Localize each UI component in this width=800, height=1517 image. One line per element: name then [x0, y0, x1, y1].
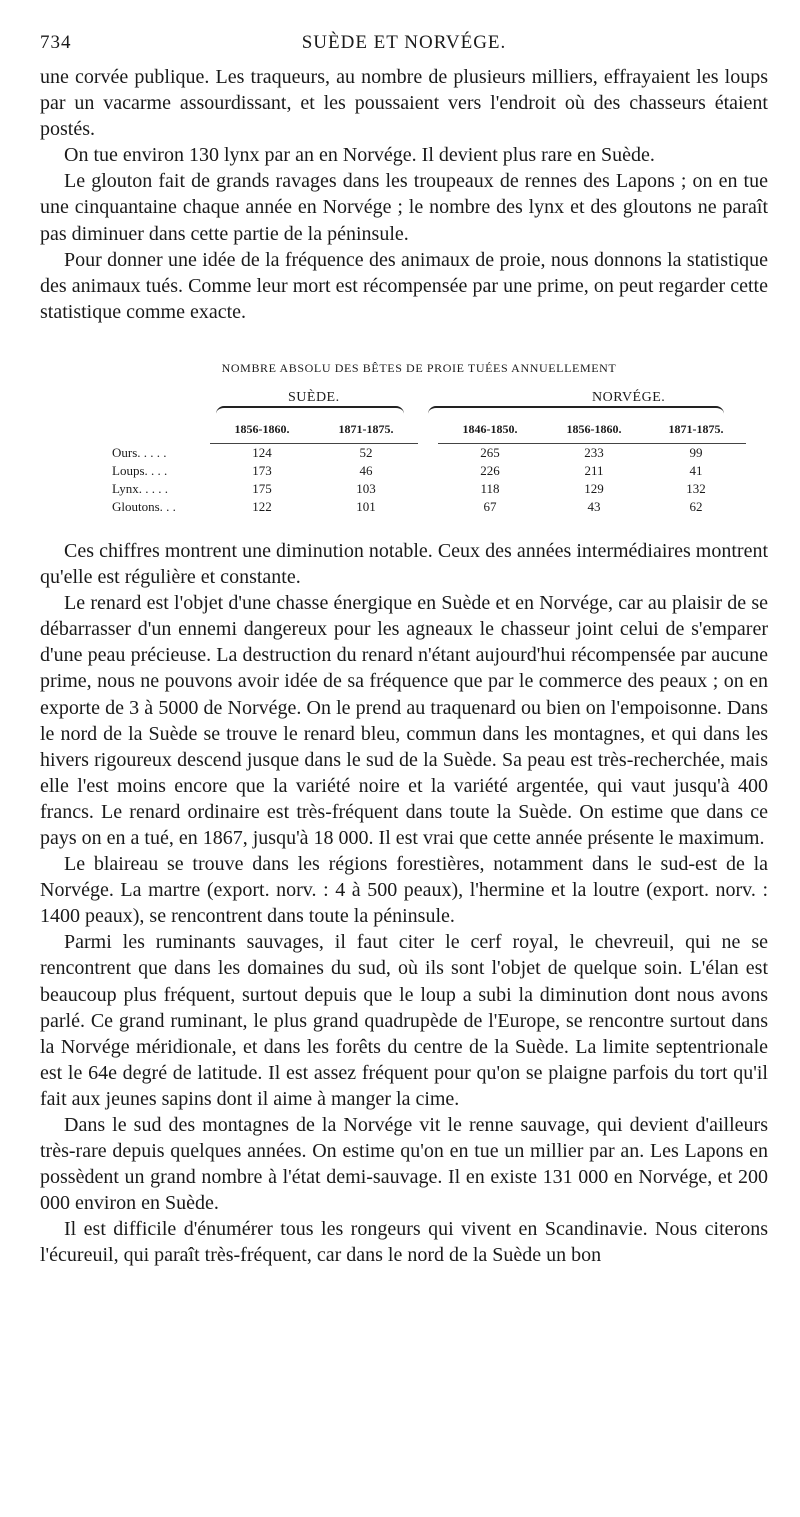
table-cell: 226 — [480, 462, 500, 478]
table-cell: 118 — [480, 480, 500, 496]
paragraph-blaireau: Le blaireau se trouve dans les régions forestières, notamment dans le sud-est de la Norvége. La martre (export. norv. : 4 à 500 peaux), l'hermine et la loutre (export. norv. : 1400 peaux), se rencontrent dans toute la péninsule. — [40, 853, 768, 928]
col-gap — [418, 420, 438, 444]
paragraph-renard: Le renard est l'objet d'une chasse énergique en Suède et en Norvége, car au plaisir de se débarrasser d'un ennemi dangereux pour les agneaux le chasseur joint celui de s'emparer d'une peau précieuse. La destruction du renard n'étant aujourd'hui récompensée par aucune prime, nous ne pouvons avoir idée de sa fréquence que par le commerce des peaux ; on en exporte de 3 à 5000 de Norvége. On le prend au traquenard ou bien on l'empoisonne. Dans le nord de la Suède se trouve le renard bleu, commun dans les montagnes, et qui dans les hivers rigoureux descend jusque dans le sud de la Suède. Sa peau est très-recherchée, mais elle l'est moins encore que la variété noire et la variété argentée, qui vaut jusqu'à 400 francs. Le renard ordinaire est très-fréquent dans toute la Suède. On estime que dans ce pays on en a tué, en 1867, jusqu'à 18 000. Il est vrai que cette année présente le maximum. — [40, 592, 768, 849]
paragraph-ruminants: Parmi les ruminants sauvages, il faut citer le cerf royal, le chevreuil, qui ne se rencontrent que dans les domaines du sud, où ils sont l'objet de quelque soin. L'élan est beaucoup plus fréquent, surtout depuis que le loup a subi la diminution dont nous avons parlé. Ce grand ruminant, le plus grand quadrupède de l'Europe, se rencontre surtout dans la Norvége méridionale, et dans les forêts du centre de la Suède. La limite septentrionale est le 64e degré de latitude. Il est assez fréquent pour qu'on se plaigne parfois du tort qu'il fait aux jeunes sapins dont il aime à manger la cime. — [40, 931, 768, 1110]
col-header: 1846-1850. — [438, 420, 542, 444]
table-corner — [112, 420, 210, 444]
table-cell: 124 — [252, 444, 272, 460]
col-header: 1871-1875. — [646, 420, 746, 444]
paragraph-renne: Dans le sud des montagnes de la Norvége vit le renne sauvage, qui devient d'ailleurs très-rare depuis quelques années. On estime qu'on en tue un millier par an. Les Lapons en possèdent un grand nombre à l'état demi-sauvage. Il en existe 131 000 en Norvége, et 200 000 environ en Suède. — [40, 1114, 768, 1215]
col-header: 1871-1875. — [314, 420, 418, 444]
table-cell: 211 — [584, 462, 604, 478]
table-cell: 62 — [689, 498, 703, 514]
paragraph-lynx: On tue environ 130 lynx par an en Norvége. Il devient plus rare en Suède. — [64, 144, 655, 167]
table-cell: 43 — [587, 498, 601, 514]
table-cell: 41 — [689, 462, 703, 478]
table-cell: 129 — [584, 480, 604, 496]
col-header: 1856-1860. — [542, 420, 646, 444]
table-cell: 67 — [483, 498, 497, 514]
row-label: Lynx. . . . . — [112, 480, 168, 496]
col-gap — [418, 480, 438, 498]
table-header-row — [112, 420, 746, 444]
table-cell: 101 — [356, 498, 376, 514]
table-cell: 46 — [359, 462, 373, 478]
row-label: Loups. . . . — [112, 462, 168, 478]
table-cell: 122 — [252, 498, 272, 514]
table-row — [112, 480, 746, 498]
paragraph-glouton: Le glouton fait de grands ravages dans les troupeaux de rennes des Lapons ; on en tue une cinquantaine chaque année en Norvége ; le nombre des lynx et des gloutons ne paraît pas diminuer dans cette partie de la péninsule. — [40, 170, 768, 245]
table-row — [112, 498, 746, 516]
table-cell: 132 — [686, 480, 706, 496]
table-row — [112, 462, 746, 480]
running-title: SUÈDE ET NORVÉGE. — [301, 32, 507, 53]
country-norway: NORVÉGE. — [592, 389, 666, 405]
paragraph-statistics-intro: Pour donner une idée de la fréquence des animaux de proie, nous donnons la statistique des animaux tués. Comme leur mort est récompensée par une prime, on peut regarder cette statistique comme exacte. — [40, 248, 768, 323]
table-cell: 173 — [252, 462, 272, 478]
page — [40, 30, 768, 1269]
table-cell: 52 — [359, 444, 373, 460]
table-row — [112, 443, 746, 462]
table-cell: 103 — [356, 480, 376, 496]
row-label: Ours. . . . . — [112, 444, 167, 460]
statistics-table-block — [40, 361, 768, 516]
paragraph-rongeurs: Il est difficile d'énumérer tous les rongeurs qui vivent en Scandinavie. Nous citerons l'écureuil, qui paraît très-fréquent, car dans le nord de la Suède un bon — [40, 1218, 768, 1267]
paragraph-diminution: Ces chiffres montrent une diminution notable. Ceux des années intermédiaires montrent qu'elle est régulière et constante. — [40, 539, 768, 589]
table-title: NOMBRE ABSOLU DES BÊTES DE PROIE TUÉES ANNUELLEMENT — [221, 360, 617, 375]
page-header — [40, 30, 768, 64]
country-header-row — [40, 390, 768, 420]
page-number: 734 — [40, 32, 72, 53]
country-sweden: SUÈDE. — [288, 389, 340, 405]
table-cell: 99 — [689, 444, 703, 460]
brace-norway — [428, 406, 724, 416]
table-cell: 233 — [584, 444, 604, 460]
col-gap — [418, 462, 438, 480]
col-gap — [418, 443, 438, 462]
text-after-table — [40, 538, 768, 1269]
paragraph-continued: une corvée publique. Les traqueurs, au nombre de plusieurs milliers, effrayaient les loups par un vacarme assourdissant, et les poussaient vers l'endroit où des chasseurs étaient postés. — [40, 66, 768, 141]
col-gap — [418, 498, 438, 516]
col-header: 1856-1860. — [210, 420, 314, 444]
brace-sweden — [216, 406, 404, 416]
table-cell: 175 — [252, 480, 272, 496]
table-cell: 265 — [480, 444, 500, 460]
statistics-table — [112, 420, 746, 516]
row-label: Gloutons. . . — [112, 498, 176, 514]
